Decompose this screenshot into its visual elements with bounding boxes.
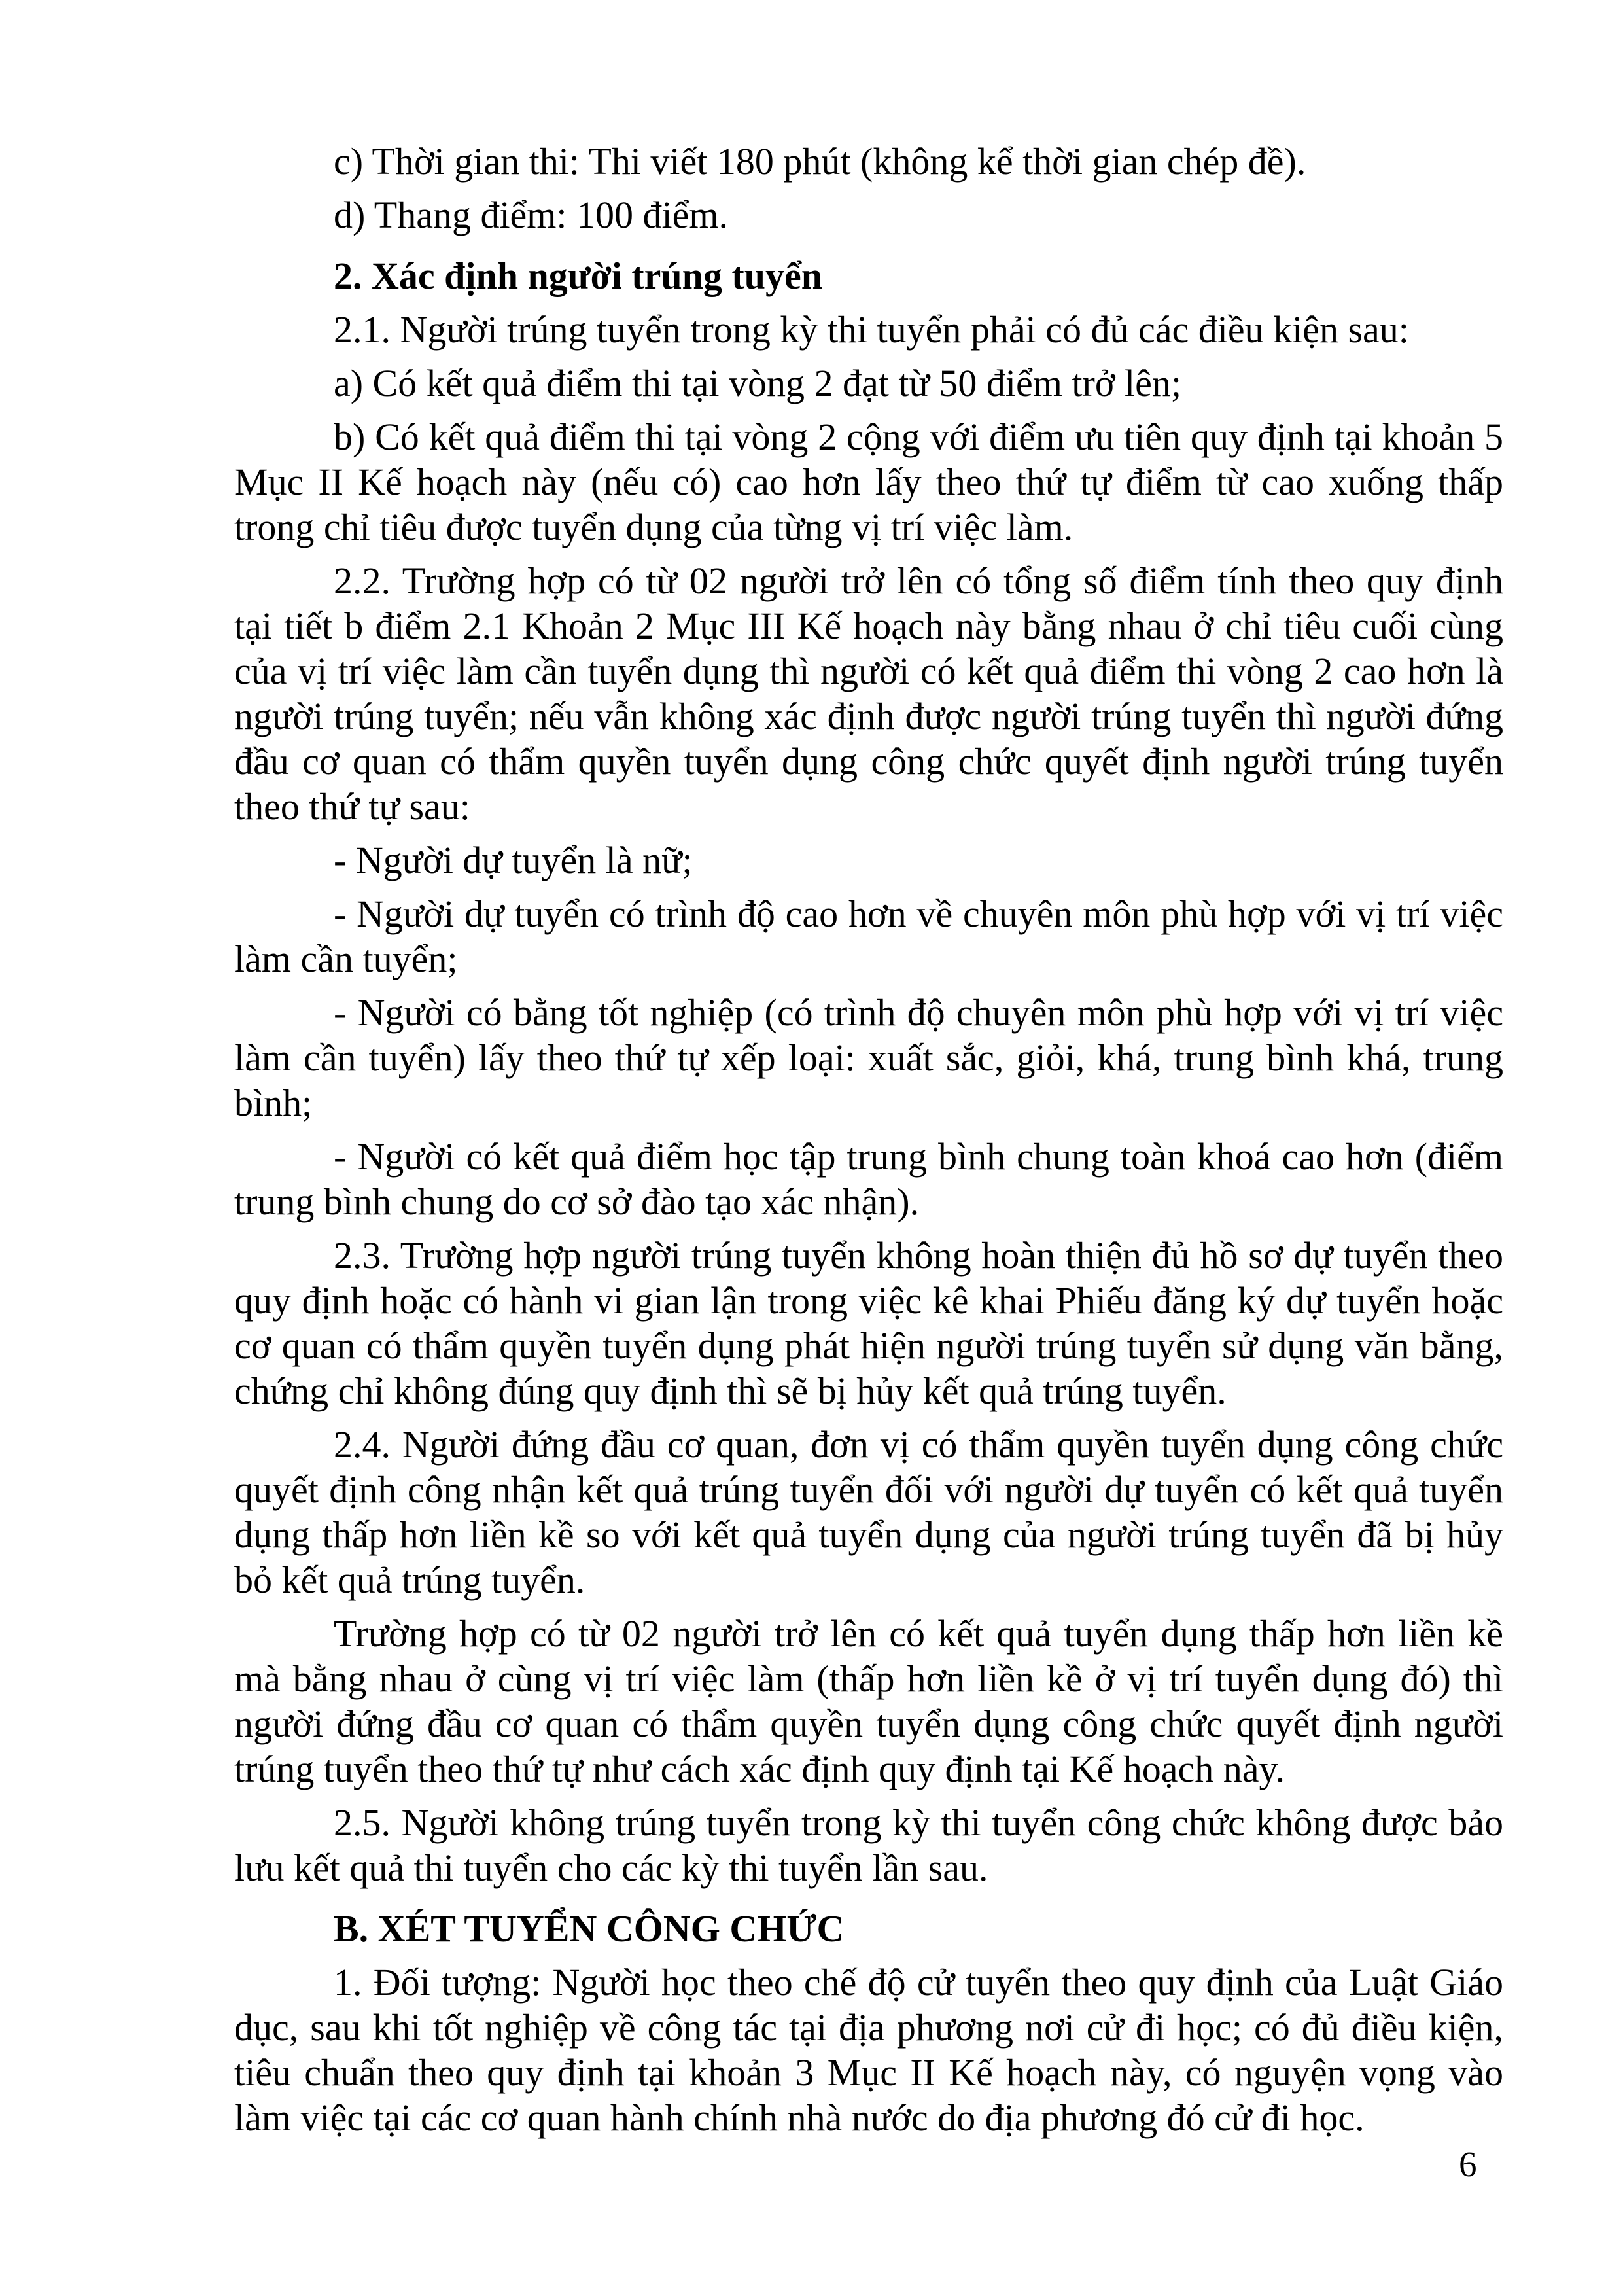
heading-2-xac-dinh-nguoi-trung-tuyen: 2. Xác định người trúng tuyển bbox=[334, 255, 822, 297]
item-d-grading-scale: d) Thang điểm: 100 điểm. bbox=[334, 194, 728, 236]
clause-2-1-conditions: 2.1. Người trúng tuyển trong kỳ thi tuyển phải có đủ các điều kiện sau: bbox=[334, 308, 1409, 351]
criterion-gpa-average: - Người có kết quả điểm học tập trung bình chung toàn khoá cao hơn (điểm trung bình chung do cơ sở đào tạo xác nhận). bbox=[234, 1135, 1503, 1223]
document-body bbox=[234, 139, 1503, 2149]
criterion-graduation-ranking: - Người có bằng tốt nghiệp (có trình độ chuyên môn phù hợp với vị trí việc làm cần tuyển) lấy theo thứ tự xếp loại: xuất sắc, giỏi, khá, trung bình khá, trung bình; bbox=[234, 991, 1503, 1124]
criterion-higher-qualification: - Người dự tuyển có trình độ cao hơn về chuyên môn phù hợp với vị trí việc làm cần tuyển; bbox=[234, 892, 1503, 980]
page-number: 6 bbox=[1459, 2144, 1477, 2184]
criterion-female-candidate: - Người dự tuyển là nữ; bbox=[334, 839, 693, 881]
section-b-item-1-doi-tuong: 1. Đối tượng: Người học theo chế độ cử tuyển theo quy định của Luật Giáo dục, sau khi tốt nghiệp về công tác tại địa phương nơi cử đi học; có đủ điều kiện, tiêu chuẩn theo quy định tại khoản 3 Mục II Kế hoạch này, có nguyện vọng vào làm việc tại các cơ quan hành chính nhà nước do địa phương đó cử đi học. bbox=[234, 1961, 1503, 2139]
clause-2-2-tie-breaking: 2.2. Trường hợp có từ 02 người trở lên có tổng số điểm tính theo quy định tại tiết b điểm 2.1 Khoản 2 Mục III Kế hoạch này bằng nhau ở chỉ tiêu cuối cùng của vị trí việc làm cần tuyển dụng thì người có kết quả điểm thi vòng 2 cao hơn là người trúng tuyển; nếu vẫn không xác định được người trúng tuyển thì người đứng đầu cơ quan có thẩm quyền tuyển dụng công chức quyết định người trúng tuyển theo thứ tự sau: bbox=[234, 559, 1503, 828]
clause-2-5-no-reservation: 2.5. Người không trúng tuyển trong kỳ thi tuyển công chức không được bảo lưu kết quả thi tuyển cho các kỳ thi tuyển lần sau. bbox=[234, 1801, 1503, 1889]
item-a-round2-score: a) Có kết quả điểm thi tại vòng 2 đạt từ 50 điểm trở lên; bbox=[334, 362, 1181, 404]
clause-2-3-annulment: 2.3. Trường hợp người trúng tuyển không hoàn thiện đủ hồ sơ dự tuyển theo quy định hoặc có hành vi gian lận trong việc kê khai Phiếu đăng ký dự tuyển hoặc cơ quan có thẩm quyền tuyển dụng phát hiện người trúng tuyển sử dụng văn bằng, chứng chỉ không đúng quy định thì sẽ bị hủy kết quả trúng tuyển. bbox=[234, 1234, 1503, 1412]
item-b-priority-points: b) Có kết quả điểm thi tại vòng 2 cộng với điểm ưu tiên quy định tại khoản 5 Mục II Kế hoạch này (nếu có) cao hơn lấy theo thứ tự điểm từ cao xuống thấp trong chỉ tiêu được tuyển dụng của từng vị trí việc làm. bbox=[234, 415, 1503, 548]
item-c-exam-duration: c) Thời gian thi: Thi viết 180 phút (không kể thời gian chép đề). bbox=[334, 140, 1306, 183]
heading-b-xet-tuyen-cong-chuc: B. XÉT TUYỂN CÔNG CHỨC bbox=[334, 1907, 845, 1950]
clause-2-4-next-candidate: 2.4. Người đứng đầu cơ quan, đơn vị có thẩm quyền tuyển dụng công chức quyết định công nhận kết quả trúng tuyển đối với người dự tuyển có kết quả tuyển dụng thấp hơn liền kề so với kết quả tuyển dụng của người trúng tuyển đã bị hủy bỏ kết quả trúng tuyển. bbox=[234, 1423, 1503, 1601]
clause-2-4-tie-case: Trường hợp có từ 02 người trở lên có kết quả tuyển dụng thấp hơn liền kề mà bằng nhau ở cùng vị trí việc làm (thấp hơn liền kề ở vị trí tuyển dụng đó) thì người đứng đầu cơ quan có thẩm quyền tuyển dụng công chức quyết định người trúng tuyển theo thứ tự như cách xác định quy định tại Kế hoạch này. bbox=[234, 1612, 1503, 1790]
